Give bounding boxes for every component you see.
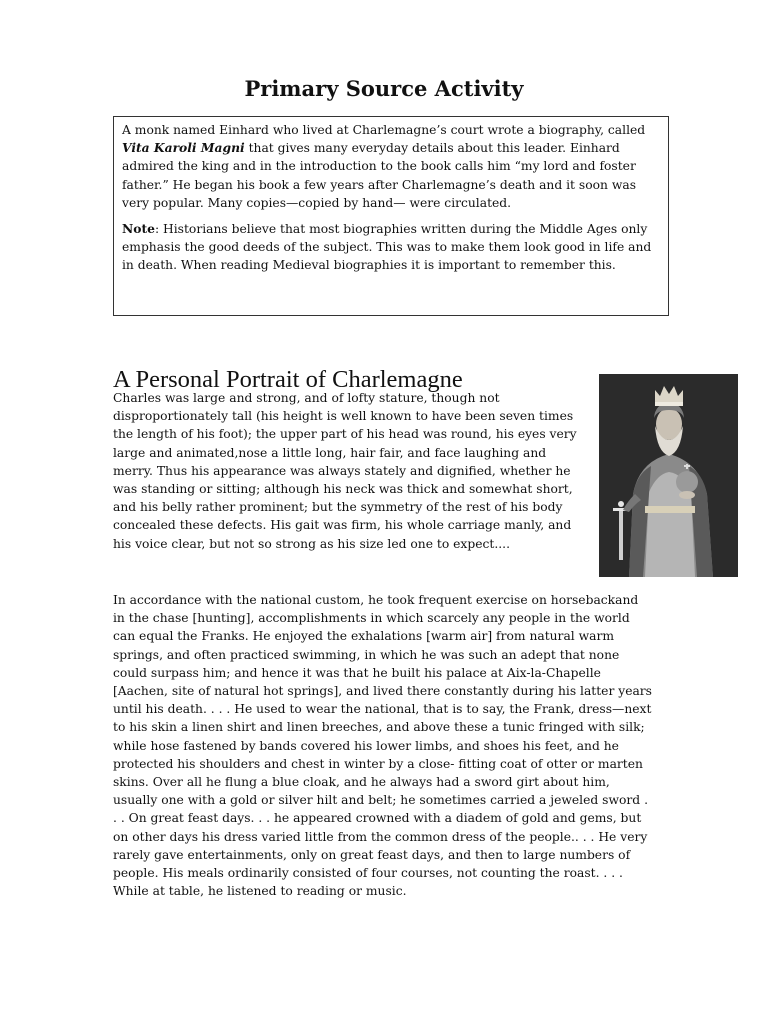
page-title: Primary Source Activity <box>244 76 524 101</box>
portrait-drawing <box>599 374 738 577</box>
book-title: Vita Karoli Magni <box>122 140 245 156</box>
intro-text-end: that gives many everyday details about this leader. Einhard admired the king and in the introduction to the book calls him “my lord and foster father.” He began his book a few years after Charlemagne’s death and it soon was very popular. Many copies—copied by hand— were circulated. <box>122 141 637 210</box>
note-label: Note <box>122 221 155 237</box>
body-paragraph-2: In accordance with the national custom, he took frequent exercise on horsebackand in the chase [hunting], accomplishments in which scarcely any people in the world can equal the Franks. He enjoyed the exhalations [warm air] from natural warm springs, and often practiced swimming, in which he was such an adept that none could surpass him; and hence it was that he built his palace at Aix-la-Chapelle [Aachen, site of natural hot springs], and lived there constantly during his latter years until his death. . . . He used to wear the national, that is to say, the Frank, dress—next to his skin a linen shirt and linen breeches, and above these a tunic fringed with silk; while hose fastened by bands covered his lower limbs, and shoes his feet, and he protected his shoulders and chest in winter by a close- fitting coat of otter or marten skins. Over all he flung a blue cloak, and he always had a sword girt about him, usually one with a gold or silver hilt and belt; he sometimes carried a jeweled sword . . . On great feast days. . . he appeared crowned with a diadem of gold and gems, but on other days his dress varied little from the common dress of the people.. . . He very rarely gave entertainments, only on great feast days, and then to large numbers of people. His meals ordinarily consisted of four courses, not counting the roast. . . . While at table, he listened to reading or music. <box>113 593 652 899</box>
intro-paragraph <box>122 121 660 212</box>
intro-text-start: A monk named Einhard who lived at Charlemagne’s court wrote a biography, called <box>122 123 646 137</box>
body-paragraph-1: Charles was large and strong, and of lofty stature, though not disproportionately tall (his height is well known to have been seven times the length of his foot); the upper part of his head was round, his eyes very large and animated,nose a little long, hair fair, and face laughing and merry. Thus his appearance was always stately and dignified, whether he was standing or sitting; although his neck was thick and somewhat short, and his belly rather prominent; but the symmetry of the rest of his body concealed these defects. His gait was firm, his whole carriage manly, and his voice clear, but not so strong as his size led one to expect.... <box>113 391 577 551</box>
section-heading: A Personal Portrait of Charlemagne <box>113 366 463 394</box>
note-text: : Historians believe that most biographies written during the Middle Ages only emphasis the good deeds of the subject. This was to make them look good in life and in death. When reading Medieval biographies it is important to remember this. <box>122 222 652 273</box>
intro-box <box>113 116 669 316</box>
note-paragraph <box>122 220 660 275</box>
charlemagne-portrait-image <box>599 374 738 577</box>
